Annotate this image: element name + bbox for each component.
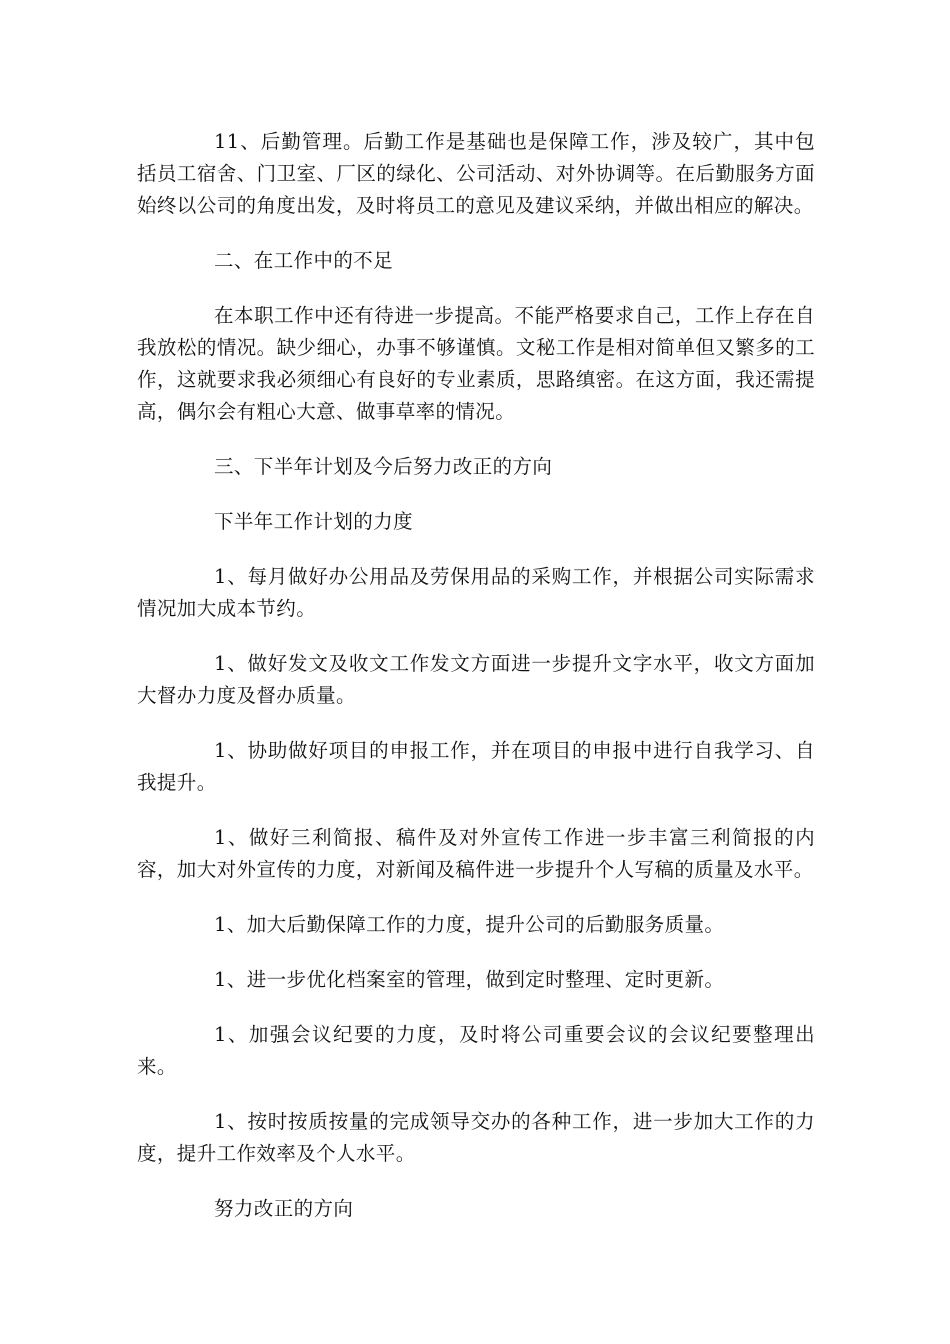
plan-item-project-application: 1、协助做好项目的申报工作，并在项目的申报中进行自我学习、自我提升。: [137, 739, 815, 794]
plan-item-archives: 1、进一步优化档案室的管理，做到定时整理、定时更新。: [214, 968, 725, 991]
paragraph-shortcomings: 在本职工作中还有待进一步提高。不能严格要求自己，工作上存在自我放松的情况。缺少细心，办事不够谨慎。文秘工作是相对简单但又繁多的工作，这就要求我必须细心有良好的专业素质，思路缜密。在这方面，我还需提高，偶尔会有粗心大意、做事草率的情况。: [137, 304, 815, 423]
subheading-improvement-direction: 努力改正的方向: [214, 1197, 354, 1220]
heading-second-half-plan: 三、下半年计划及今后努力改正的方向: [214, 455, 553, 478]
plan-item-newsletter: 1、做好三利简报、稿件及对外宣传工作进一步丰富三利简报的内容，加大对外宣传的力度，对新闻及稿件进一步提升个人写稿的质量及水平。: [137, 826, 815, 881]
heading-shortcomings: 二、在工作中的不足: [214, 249, 394, 272]
document-body: [137, 126, 815, 1248]
plan-item-procurement: 1、每月做好办公用品及劳保用品的采购工作，并根据公司实际需求情况加大成本节约。: [137, 565, 815, 620]
paragraph-logistics-management: 11、后勤管理。后勤工作是基础也是保障工作，涉及较广，其中包括员工宿舍、门卫室、厂区的绿化、公司活动、对外协调等。在后勤服务方面始终以公司的角度出发，及时将员工的意见及建议采纳，并做出相应的解决。: [137, 130, 815, 217]
plan-item-assigned-tasks: 1、按时按质按量的完成领导交办的各种工作，进一步加大工作的力度，提升工作效率及个人水平。: [137, 1110, 815, 1165]
plan-item-logistics: 1、加大后勤保障工作的力度，提升公司的后勤服务质量。: [214, 913, 725, 936]
plan-item-documents: 1、做好发文及收文工作发文方面进一步提升文字水平，收文方面加大督办力度及督办质量。: [137, 652, 815, 707]
subheading-work-plan: 下半年工作计划的力度: [214, 510, 414, 533]
plan-item-meeting-minutes: 1、加强会议纪要的力度，及时将公司重要会议的会议纪要整理出来。: [137, 1023, 815, 1078]
